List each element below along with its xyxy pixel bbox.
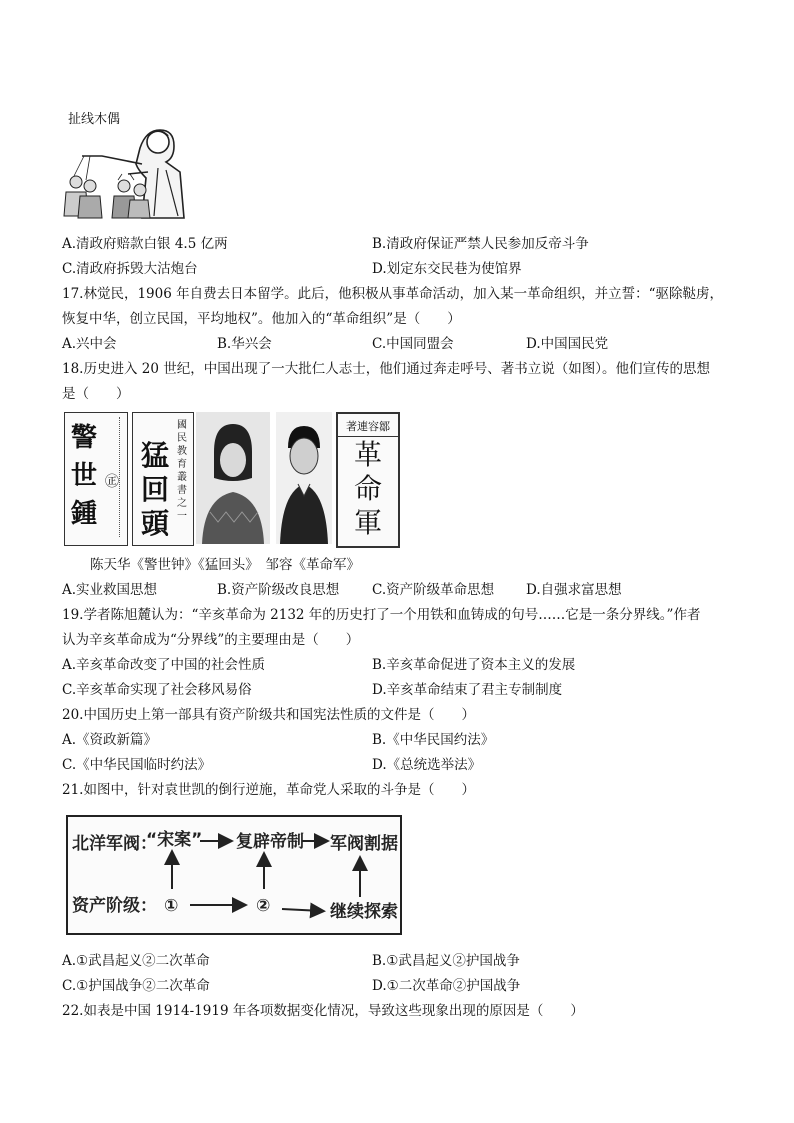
q19-option-b[interactable]: B.辛亥革命促进了资本主义的发展 — [372, 657, 576, 673]
q21-option-a[interactable]: A.①武昌起义②二次革命 — [62, 953, 210, 969]
q20-option-c[interactable]: C.《中华民国临时约法》 — [62, 757, 212, 773]
book3-title: 革命軍 — [353, 438, 382, 539]
q17-option-d[interactable]: D.中国国民党 — [526, 336, 609, 352]
q17-stem-line1: 17.林觉民，1906 年自费去日本留学。此后，他积极从事革命活动，加入某一革命组织，并立誓：“驱除鞑虏， — [62, 286, 724, 302]
book1-title: 警世鍾 — [71, 423, 98, 529]
diagram-node-1: ① — [164, 896, 179, 916]
q17-stem-line2: 恢复中华，创立民国，平均地权”。他加入的“革命组织”是（ ） — [62, 311, 461, 327]
q16-option-b[interactable]: B.清政府保证严禁人民参加反帝斗争 — [372, 236, 589, 252]
q16-option-d[interactable]: D.划定东交民巷为使馆界 — [372, 261, 522, 277]
book3-header: 著連容鄒 — [338, 418, 398, 437]
q18-stem-line1: 18.历史进入 20 世纪，中国出现了一大批仁人志士，他们通过奔走呼号、著书立说（如图）。他们宣传的思想 — [62, 361, 710, 377]
q21-stem-line1: 21.如图中，针对袁世凯的倒行逆施，革命党人采取的斗争是（ ） — [62, 782, 475, 798]
q18-option-a[interactable]: A.实业救国思想 — [62, 582, 158, 598]
q18-image-strip — [64, 412, 398, 546]
puppet-cartoon — [62, 100, 192, 222]
q19-stem-line1: 19.学者陈旭麓认为：“辛亥革命为 2132 年的历史打了一个用铁和血铸成的句号……它是一条分界线。”作者 — [62, 607, 701, 623]
diagram-node-junfa: 军阀割据 — [330, 834, 398, 854]
q17-option-b[interactable]: B.华兴会 — [217, 336, 272, 352]
book-cover-jingshizhong — [64, 412, 128, 546]
q19-stem-line2: 认为辛亥革命成为“分界线”的主要理由是（ ） — [62, 632, 360, 648]
portrait-chen-tianhua — [196, 412, 270, 544]
q20-option-a[interactable]: A.《资政新篇》 — [62, 732, 158, 748]
q20-option-d[interactable]: D.《总统选举法》 — [372, 757, 482, 773]
diagram-row2-label: 资产阶级： — [72, 896, 157, 916]
diagram-node-fubi: 复辟帝制 — [236, 832, 304, 852]
book-cover-geminjun — [336, 412, 400, 548]
q21-flow-diagram — [66, 815, 402, 935]
cartoon-caption: 扯线木偶 — [68, 112, 121, 127]
book2-title: 猛回頭 — [141, 439, 170, 540]
q18-option-b[interactable]: B.资产阶级改良思想 — [217, 582, 340, 598]
q20-stem-line1: 20.中国历史上第一部具有资产阶级共和国宪法性质的文件是（ ） — [62, 707, 475, 723]
diagram-node-songan: “宋案” — [146, 830, 203, 850]
arrow-2-to-tansuo — [282, 909, 322, 911]
diagram-node-2: ② — [256, 896, 271, 916]
q16-option-c[interactable]: C.清政府拆毁大沽炮台 — [62, 261, 198, 277]
q21-option-c[interactable]: C.①护国战争②二次革命 — [62, 978, 210, 994]
q17-option-a[interactable]: A.兴中会 — [62, 336, 117, 352]
diagram-row1-label: 北洋军阀： — [72, 834, 157, 854]
q18-stem-line2: 是（ ） — [62, 386, 130, 402]
q22-stem-line1: 22.如表是中国 1914-1919 年各项数据变化情况，导致这些现象出现的原因是（ ） — [62, 1003, 584, 1019]
q18-image-caption: 陈天华《警世钟》《猛回头》 邹容《革命军》 — [90, 557, 360, 573]
q18-option-d[interactable]: D.自强求富思想 — [526, 582, 622, 598]
q20-option-b[interactable]: B.《中华民国约法》 — [372, 732, 495, 748]
q17-option-c[interactable]: C.中国同盟会 — [372, 336, 454, 352]
book1-seal: ㊣ — [105, 474, 119, 490]
q19-option-a[interactable]: A.辛亥革命改变了中国的社会性质 — [62, 657, 266, 673]
q21-option-d[interactable]: D.①二次革命②护国战争 — [372, 978, 521, 994]
puppet-figure-illustration — [62, 100, 192, 222]
book-cover-menghuitou — [132, 412, 194, 546]
q21-option-b[interactable]: B.①武昌起义②护国战争 — [372, 953, 520, 969]
q16-option-a[interactable]: A.清政府赔款白银 4.5 亿两 — [62, 236, 228, 252]
diagram-node-tansuo: 继续探索 — [330, 902, 398, 922]
q21-diagram-drawing — [68, 817, 400, 933]
q18-option-c[interactable]: C.资产阶级革命思想 — [372, 582, 495, 598]
q19-option-c[interactable]: C.辛亥革命实现了社会移风易俗 — [62, 682, 252, 698]
q19-option-d[interactable]: D.辛亥革命结束了君主专制制度 — [372, 682, 563, 698]
book2-side-text: 國民教育叢書之一 — [177, 420, 187, 522]
portrait-zou-rong — [276, 412, 332, 544]
